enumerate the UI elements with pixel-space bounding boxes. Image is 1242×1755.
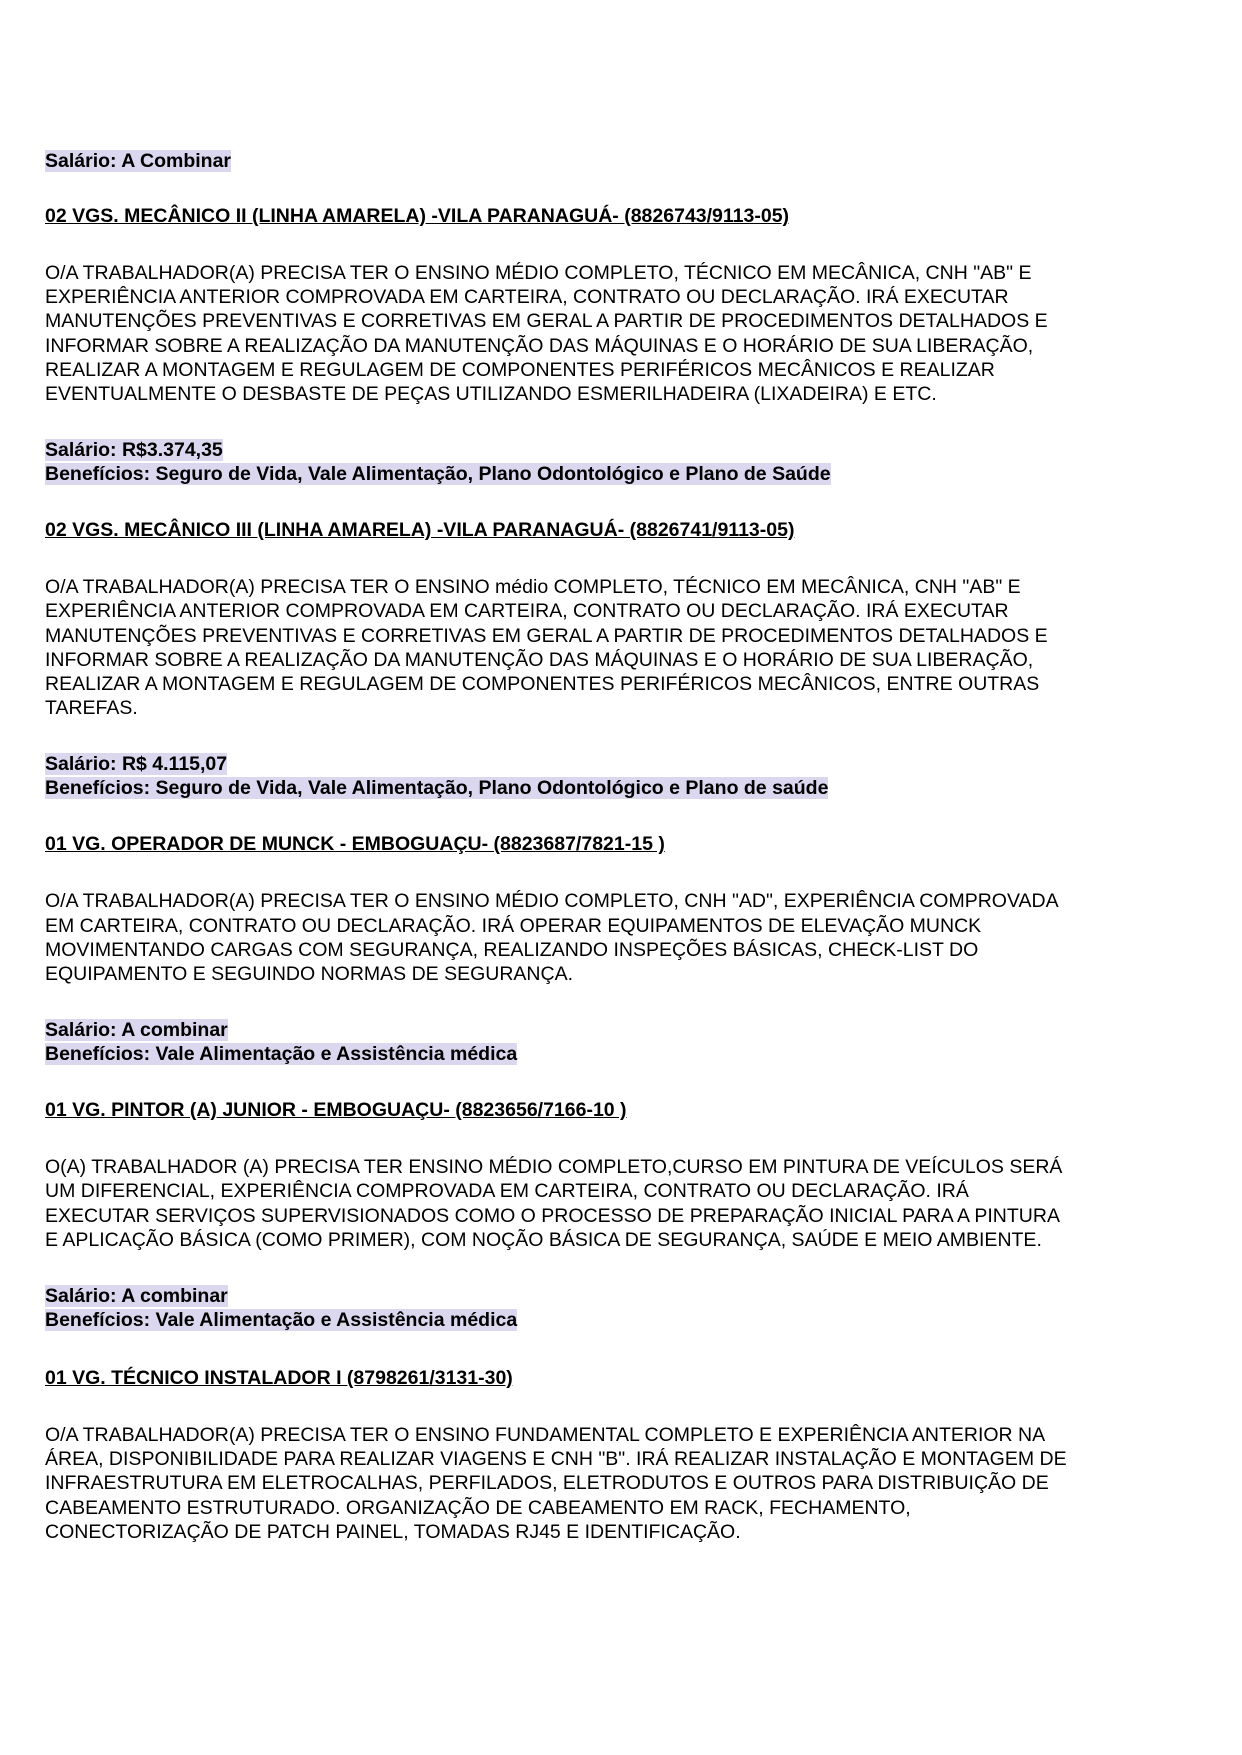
job-listing-1 <box>45 204 1195 486</box>
job-listing-5 <box>45 1366 1195 1544</box>
description-line: INFRAESTRUTURA EM ELETROCALHAS, PERFILADOS, ELETRODUTOS E OUTROS PARA DISTRIBUIÇÃO DE <box>45 1472 1049 1495</box>
job-listing-3 <box>45 832 1195 1066</box>
job-title: 01 VG. PINTOR (A) JUNIOR - EMBOGUAÇU- (8823656/7166-10 ) <box>45 1099 627 1122</box>
top-salary-line <box>45 149 1195 173</box>
job-title: 02 VGS. MECÂNICO III (LINHA AMARELA) -VILA PARANAGUÁ- (8826741/9113-05) <box>45 519 795 542</box>
job-benefits: Benefícios: Seguro de Vida, Vale Alimentação, Plano Odontológico e Plano de saúde <box>45 777 829 800</box>
job-listing-2 <box>45 518 1195 800</box>
description-line: O/A TRABALHADOR(A) PRECISA TER O ENSINO FUNDAMENTAL COMPLETO E EXPERIÊNCIA ANTERIOR NA <box>45 1424 1046 1447</box>
job-salary: Salário: A combinar <box>45 1019 228 1042</box>
job-title: 01 VG. OPERADOR DE MUNCK - EMBOGUAÇU- (8823687/7821-15 ) <box>45 833 665 856</box>
job-listings-page <box>45 149 1195 1544</box>
top-salary: Salário: A Combinar <box>45 150 232 172</box>
description-line: E APLICAÇÃO BÁSICA (COMO PRIMER), COM NOÇÃO BÁSICA DE SEGURANÇA, SAÚDE E MEIO AMBIENTE. <box>45 1228 1042 1251</box>
description-line: UM DIFERENCIAL, EXPERIÊNCIA COMPROVADA EM CARTEIRA, CONTRATO OU DECLARAÇÃO. IRÁ <box>45 1180 969 1203</box>
description-line: O/A TRABALHADOR(A) PRECISA TER O ENSINO MÉDIO COMPLETO, CNH "AD", EXPERIÊNCIA COMPROVADA <box>45 890 1059 913</box>
description-line: O(A) TRABALHADOR (A) PRECISA TER ENSINO MÉDIO COMPLETO,CURSO EM PINTURA DE VEÍCULOS SERÁ <box>45 1156 1063 1179</box>
description-line: EQUIPAMENTO E SEGUINDO NORMAS DE SEGURANÇA. <box>45 963 574 986</box>
job-listing-4 <box>45 1098 1195 1332</box>
job-salary: Salário: R$3.374,35 <box>45 439 223 462</box>
description-line: EXECUTAR SERVIÇOS SUPERVISIONADOS COMO O PROCESSO DE PREPARAÇÃO INICIAL PARA A PINTURA <box>45 1204 1060 1227</box>
job-title: 02 VGS. MECÂNICO II (LINHA AMARELA) -VILA PARANAGUÁ- (8826743/9113-05) <box>45 205 790 227</box>
job-benefits: Benefícios: Seguro de Vida, Vale Alimentação, Plano Odontológico e Plano de Saúde <box>45 463 831 486</box>
job-salary: Salário: A combinar <box>45 1285 228 1308</box>
job-salary: Salário: R$ 4.115,07 <box>45 753 228 776</box>
description-line: CABEAMENTO ESTRUTURADO. ORGANIZAÇÃO DE CABEAMENTO EM RACK, FECHAMENTO, <box>45 1496 911 1519</box>
job-description <box>45 261 1195 406</box>
job-description <box>45 575 1195 720</box>
job-title: 01 VG. TÉCNICO INSTALADOR I (8798261/3131-30) <box>45 1367 513 1390</box>
description-line: EVENTUALMENTE O DESBASTE DE PEÇAS UTILIZANDO ESMERILHADEIRA (LIXADEIRA) E ETC. <box>45 383 937 406</box>
description-line: TAREFAS. <box>45 697 138 720</box>
description-line: MANUTENÇÕES PREVENTIVAS E CORRETIVAS EM GERAL A PARTIR DE PROCEDIMENTOS DETALHADOS E <box>45 624 1048 647</box>
job-benefits: Benefícios: Vale Alimentação e Assistência médica <box>45 1043 518 1066</box>
description-line: O/A TRABALHADOR(A) PRECISA TER O ENSINO MÉDIO COMPLETO, TÉCNICO EM MECÂNICA, CNH "AB" E <box>45 262 1032 284</box>
job-benefits: Benefícios: Vale Alimentação e Assistência médica <box>45 1309 518 1332</box>
description-line: EXPERIÊNCIA ANTERIOR COMPROVADA EM CARTEIRA, CONTRATO OU DECLARAÇÃO. IRÁ EXECUTAR <box>45 600 1009 623</box>
description-line: MANUTENÇÕES PREVENTIVAS E CORRETIVAS EM GERAL A PARTIR DE PROCEDIMENTOS DETALHADOS E <box>45 310 1048 333</box>
description-line: EM CARTEIRA, CONTRATO OU DECLARAÇÃO. IRÁ OPERAR EQUIPAMENTOS DE ELEVAÇÃO MUNCK <box>45 914 982 937</box>
description-line: O/A TRABALHADOR(A) PRECISA TER O ENSINO médio COMPLETO, TÉCNICO EM MECÂNICA, CNH "AB" E <box>45 576 1021 599</box>
description-line: MOVIMENTANDO CARGAS COM SEGURANÇA, REALIZANDO INSPEÇÕES BÁSICAS, CHECK-LIST DO <box>45 938 979 961</box>
description-line: REALIZAR A MONTAGEM E REGULAGEM DE COMPONENTES PERIFÉRICOS MECÂNICOS E REALIZAR <box>45 358 995 381</box>
job-description <box>45 1155 1195 1252</box>
description-line: REALIZAR A MONTAGEM E REGULAGEM DE COMPONENTES PERIFÉRICOS MECÂNICOS, ENTRE OUTRAS <box>45 673 1040 696</box>
description-line: EXPERIÊNCIA ANTERIOR COMPROVADA EM CARTEIRA, CONTRATO OU DECLARAÇÃO. IRÁ EXECUTAR <box>45 286 1009 309</box>
description-line: INFORMAR SOBRE A REALIZAÇÃO DA MANUTENÇÃO DAS MÁQUINAS E O HORÁRIO DE SUA LIBERAÇÃO, <box>45 648 1034 671</box>
job-description <box>45 1423 1195 1544</box>
description-line: CONECTORIZAÇÃO DE PATCH PAINEL, TOMADAS RJ45 E IDENTIFICAÇÃO. <box>45 1520 741 1543</box>
description-line: INFORMAR SOBRE A REALIZAÇÃO DA MANUTENÇÃO DAS MÁQUINAS E O HORÁRIO DE SUA LIBERAÇÃO, <box>45 334 1034 357</box>
description-line: ÁREA, DISPONIBILIDADE PARA REALIZAR VIAGENS E CNH "B". IRÁ REALIZAR INSTALAÇÃO E MONTAGEM DE <box>45 1448 1067 1471</box>
job-description <box>45 889 1195 986</box>
